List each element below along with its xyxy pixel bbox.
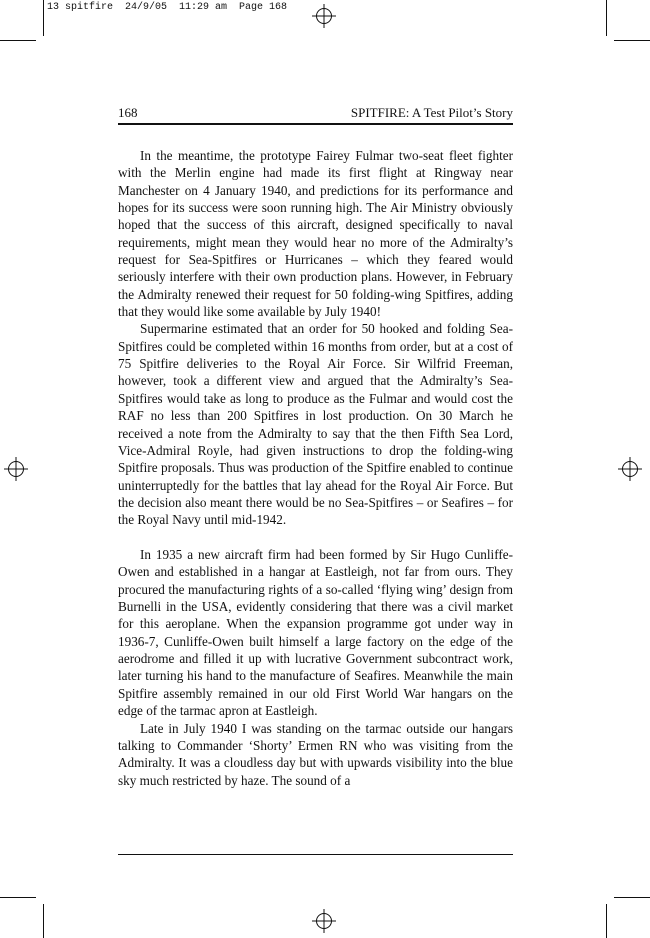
footer-rule [118,854,513,855]
registration-mark-left-icon [4,457,28,481]
registration-mark-right-icon [618,457,642,481]
printer-slug: 13 spitfire 24/9/05 11:29 am Page 168 [47,2,288,13]
running-header [118,105,513,123]
paragraph: In the meantime, the prototype Fairey Fulmar two-seat fleet fighter with the Merlin engine had made its first flight at Ringway near Manchester on 4 January 1940, and predictions for its performance and hopes for its success were soon running high. The Air Ministry obviously hoped that the success of this aircraft, designed specifically to naval requirements, might mean they would hear no more of the Admiralty’s request for Sea-Spitfires or Hurricanes – which they feared would seriously interfere with their own production plans. However, in February the Admiralty renewed their request for 50 folding-wing Spitfires, adding that they would like some available by July 1940! [118,148,513,320]
running-title: SPITFIRE: A Test Pilot’s Story [350,105,513,120]
crop-mark-bottom-left-vertical [43,904,44,938]
crop-mark-top-right-horizontal [614,40,650,41]
registration-mark-bottom-icon [312,909,336,933]
crop-mark-top-right-vertical [606,0,607,36]
paragraph: In 1935 a new aircraft firm had been formed by Sir Hugo Cunliffe-Owen and established in a hangar at Eastleigh, not far from ours. They procured the manufacturing rights of a so-called ‘flying wing’ design from Burnelli in the USA, evidently considering that there was a civil market for this aeroplane. When the expansion programme got under way in 1936-7, Cunliffe-Owen built himself a large factory on the edge of the aerodrome and filled it up with lucrative Government subcontract work, later turning his hand to the manufacture of Seafires. Meanwhile the main Spitfire assembly remained in our old First World War hangars on the edge of the tarmac apron at Eastleigh. [118,547,513,719]
section-break [118,529,513,547]
crop-mark-bottom-left-horizontal [0,897,36,898]
registration-mark-top-icon [312,4,336,28]
paragraph: Supermarine estimated that an order for 50 hooked and folding Sea-Spitfires could be completed within 16 months from order, but at a cost of 75 Spitfire deliveries to the Royal Air Force. Sir Wilfrid Freeman, however, took a different view and argued that the Admiralty’s Sea-Spitfires would take as long to produce as the Fulmar and would cost the RAF no less than 200 Spitfires in lost production. On 30 March he received a note from the Admiralty to say that the then Fifth Sea Lord, Vice-Admiral Royle, had given instructions to drop the folding-wing Spitfire proposals. Thus was production of the Spitfire enabled to continue uninterruptedly for the battles that lay ahead for the Royal Air Force. But the decision also meant there would be no Sea-Spitfires – or Seafires – for the Royal Navy until mid-1942. [118,321,513,528]
header-rule [118,123,513,125]
crop-mark-top-left-vertical [43,0,44,36]
body-text [118,147,513,789]
crop-mark-top-left-horizontal [0,40,36,41]
crop-mark-bottom-right-vertical [606,904,607,938]
page-number: 168 [118,105,138,120]
crop-mark-bottom-right-horizontal [614,897,650,898]
paragraph: Late in July 1940 I was standing on the tarmac outside our hangars talking to Commander ‘Shorty’ Ermen RN who was visiting from the Admiralty. It was a cloudless day but with upwards visibility into the blue sky much restricted by haze. The sound of a [118,720,513,788]
